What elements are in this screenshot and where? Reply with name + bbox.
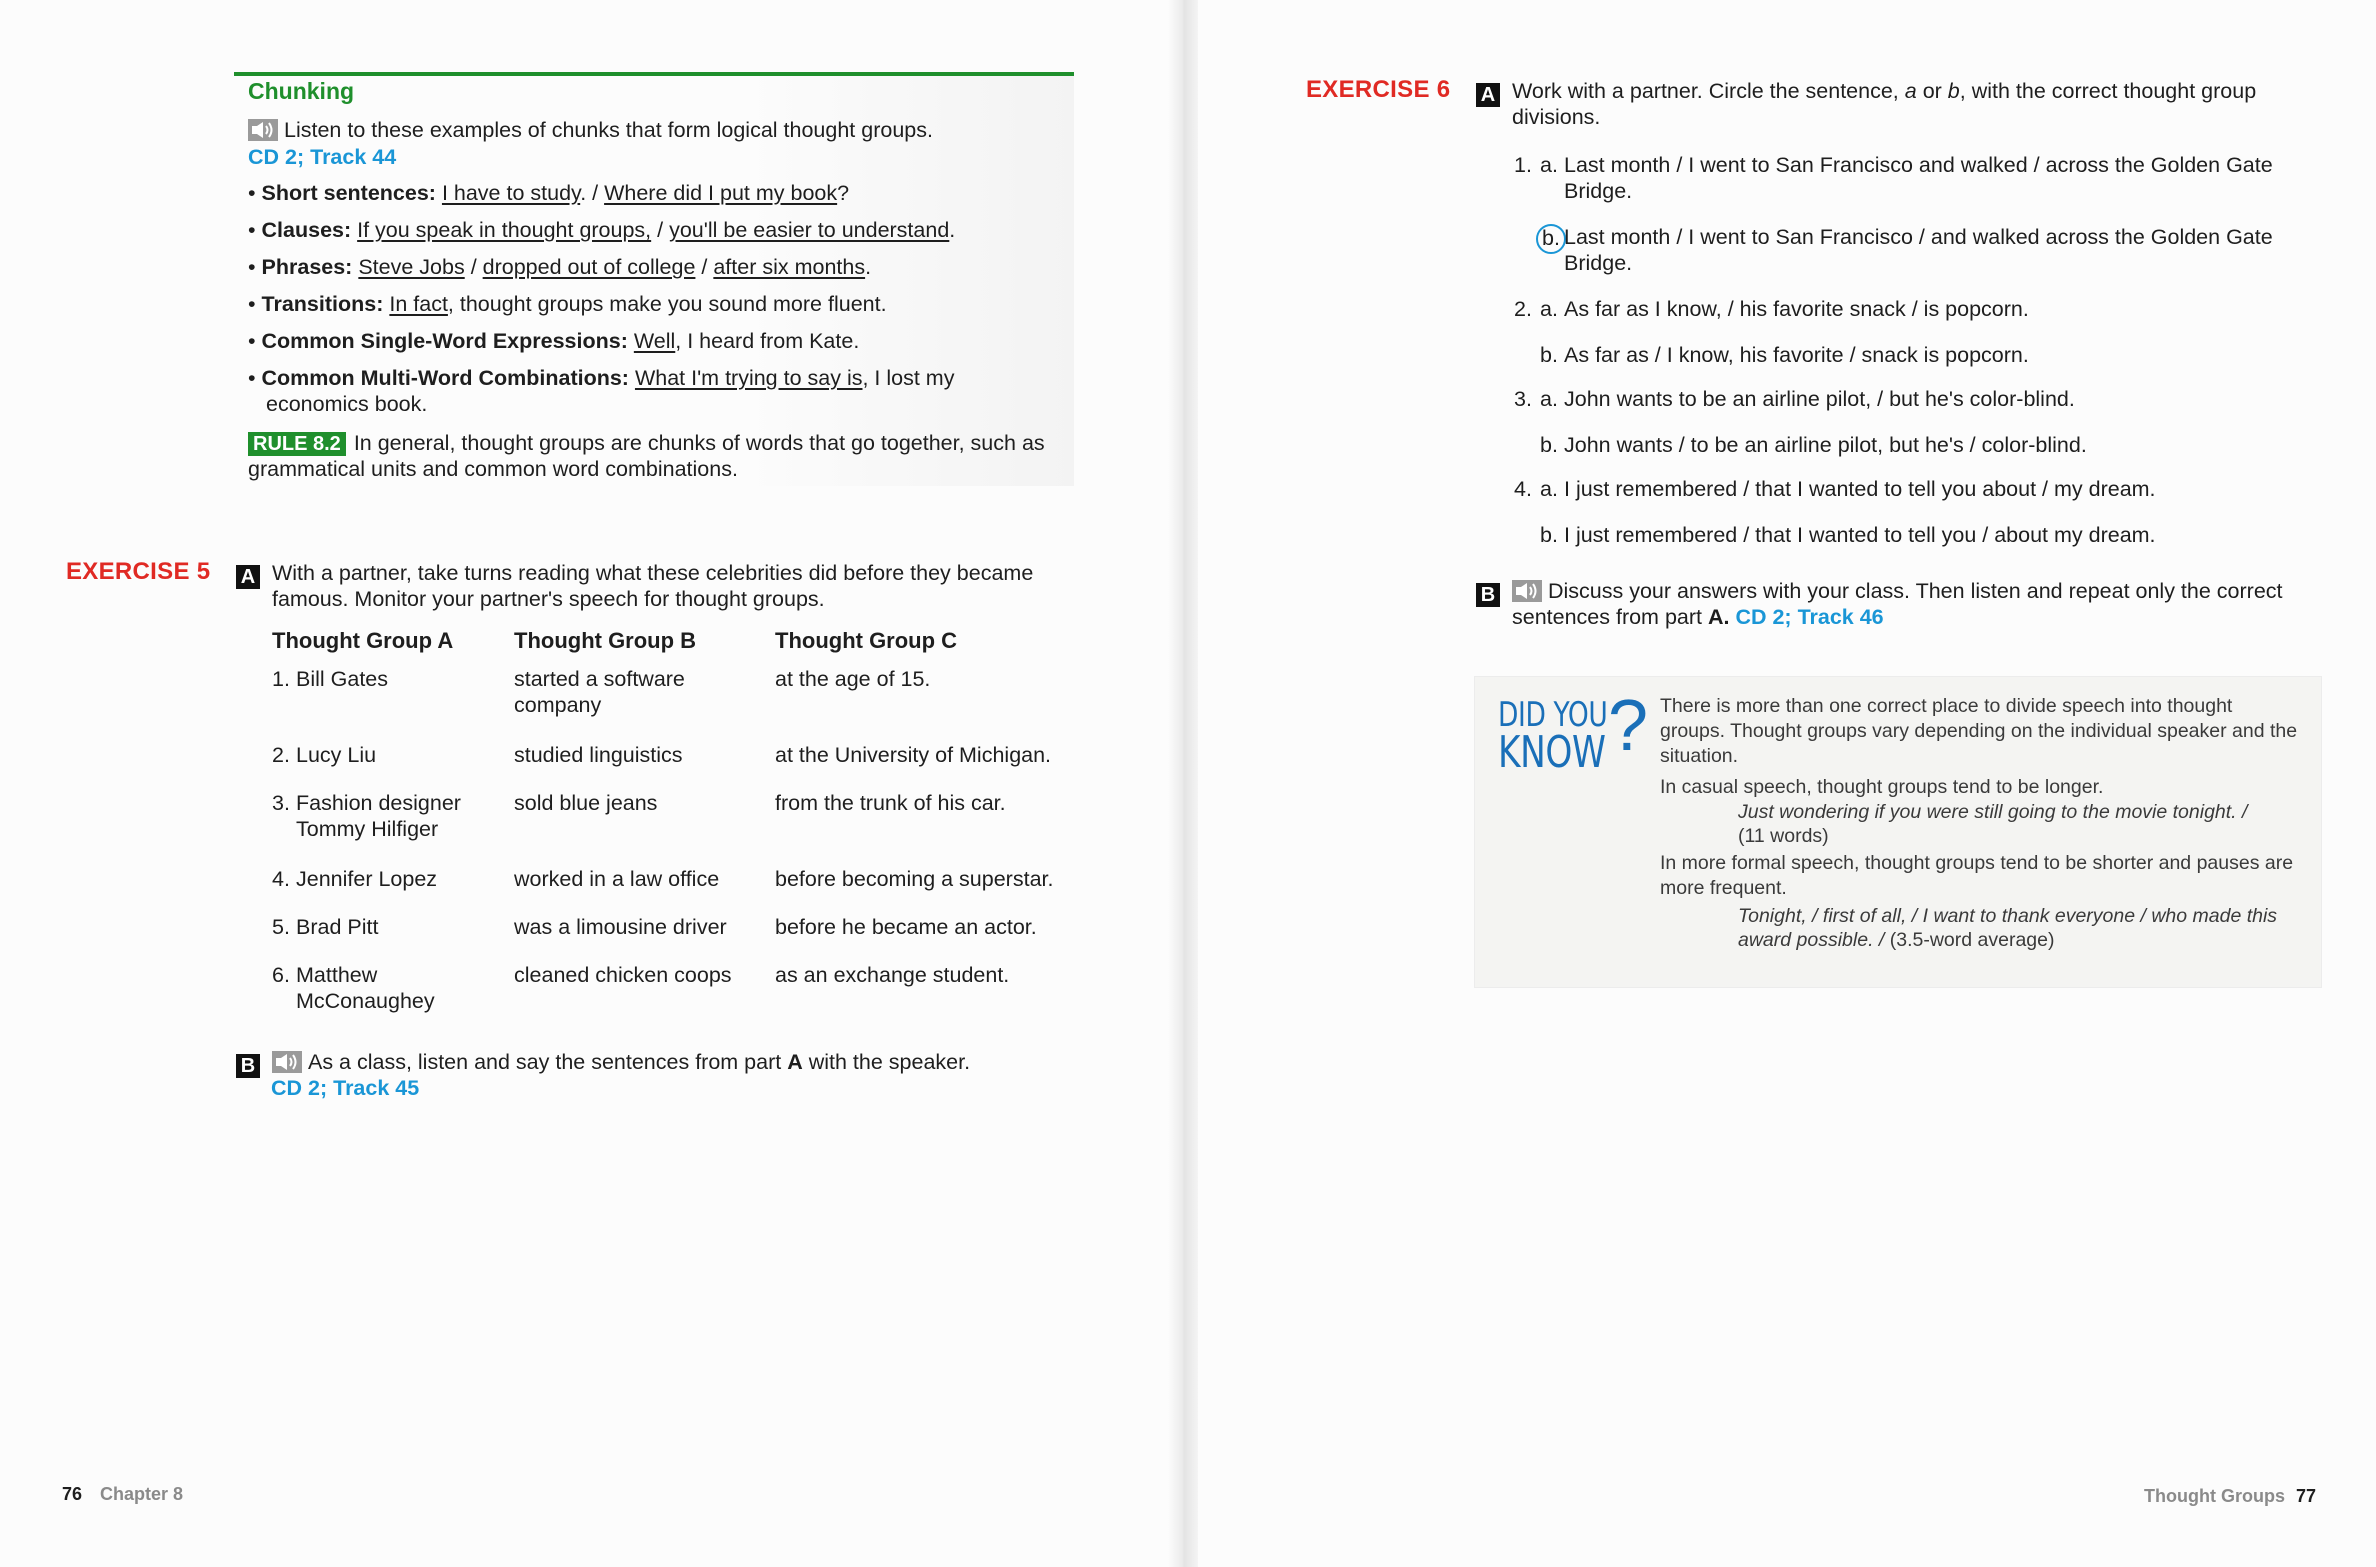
option-text: As far as I know, / his favorite snack / is popcorn. xyxy=(1564,297,2029,321)
cell-group-a: Jennifer Lopez xyxy=(296,867,438,891)
underlined-chunk: In fact xyxy=(389,292,448,316)
option-letter: a. xyxy=(1540,477,1558,501)
option-letter: b. xyxy=(1540,343,1558,367)
dyk-example-1-count: (11 words) xyxy=(1738,825,1829,847)
row-number: 6. xyxy=(272,963,290,987)
item-number: 1. xyxy=(1514,153,1532,177)
chunk-text: / xyxy=(464,255,483,279)
chunking-list xyxy=(248,180,1068,417)
underlined-chunk: Well xyxy=(633,329,676,353)
underlined-chunk: If you speak in thought groups, xyxy=(357,218,652,242)
chunking-title: Chunking xyxy=(248,78,355,104)
exercise-6-part-a xyxy=(1476,78,2306,130)
speaker-icon[interactable] xyxy=(272,1051,302,1073)
dyk-example-2: Tonight, / first of all, / I want to thank everyone / who made this award possible. / (3.5-word average) xyxy=(1738,905,2278,951)
option-text: I just remembered / that I wanted to tell you / about my dream. xyxy=(1564,523,2156,547)
underlined-chunk: after six months xyxy=(713,255,866,279)
header-thought-group-c: Thought Group C xyxy=(775,628,958,653)
row-number: 3. xyxy=(272,791,290,815)
option-a[interactable] xyxy=(1514,152,2314,204)
option-letter: b. xyxy=(1540,433,1558,457)
cell-group-a: Lucy Liu xyxy=(296,743,377,767)
option-text: I just remembered / that I wanted to tell you about / my dream. xyxy=(1564,477,2156,501)
option-letter: b. xyxy=(1540,523,1558,547)
list-item: • Common Single-Word Expressions: Well, I heard from Kate. xyxy=(248,329,860,353)
question-mark-icon: ? xyxy=(1608,686,1649,766)
item-2-body xyxy=(358,255,871,279)
part-a-letter: A xyxy=(1476,83,1500,107)
option-text: John wants to be an airline pilot, / but he's color-blind. xyxy=(1564,387,2075,411)
speaker-icon[interactable] xyxy=(1512,580,1542,602)
option-a[interactable] xyxy=(1514,386,2314,412)
option-letter: a. xyxy=(1540,153,1558,177)
cell-group-b: started a software company xyxy=(514,667,685,717)
row-number: 1. xyxy=(272,667,290,691)
list-item: • Clauses: If you speak in thought groups, / you'll be easier to understand. xyxy=(248,218,956,242)
cell-group-b: sold blue jeans xyxy=(514,791,658,815)
part-b-letter: B xyxy=(236,1054,260,1078)
dyk-paragraph-3: In more formal speech, thought groups tend to be shorter and pauses are more frequent. xyxy=(1660,852,2294,899)
chunking-intro-text: Listen to these examples of chunks that form logical thought groups. xyxy=(284,118,933,142)
did-you-know-line1: DID YOU xyxy=(1498,695,1608,735)
right-page-number: 77 xyxy=(2296,1486,2317,1506)
cell-group-b: studied linguistics xyxy=(514,743,683,767)
rule-badge: RULE 8.2 xyxy=(248,432,346,456)
part-b-text-end: with the speaker. xyxy=(802,1050,971,1074)
header-thought-group-b: Thought Group B xyxy=(514,628,697,653)
dyk-paragraph-2: In casual speech, thought groups tend to be longer. xyxy=(1660,776,2104,798)
answer-circle: b. xyxy=(1536,224,1566,254)
item-number: 2. xyxy=(1514,297,1532,321)
item-number: 4. xyxy=(1514,477,1532,501)
cell-group-c: at the age of 15. xyxy=(775,667,931,691)
part-a-text: With a partner, take turns reading what these celebrities did before they became famous. Monitor your partner's speech for thought groups. xyxy=(271,561,1034,611)
chunk-text: ? xyxy=(837,181,850,205)
chunk-text: / xyxy=(651,218,670,242)
chunking-track-link[interactable]: CD 2; Track 44 xyxy=(248,145,397,169)
cell-group-b: was a limousine driver xyxy=(514,915,727,939)
chunk-text: / xyxy=(695,255,714,279)
dyk-paragraph-1: There is more than one correct place to divide speech into thought groups. Thought groups vary depending on the individual speaker and the situation. xyxy=(1660,695,2298,767)
underlined-chunk: you'll be easier to understand xyxy=(669,218,950,242)
option-letter: a. xyxy=(1540,297,1558,321)
rule-text: In general, thought groups are chunks of words that go together, such as grammatical units and common word combinations. xyxy=(248,431,1045,481)
item-1-body xyxy=(357,218,955,242)
option-b[interactable] xyxy=(1514,224,2314,276)
option-a[interactable] xyxy=(1514,296,2314,322)
dyk-example-1: Just wondering if you were still going to the movie tonight. / xyxy=(1738,801,2248,823)
cell-group-a: Fashion designer Tommy Hilfiger xyxy=(296,791,461,841)
part-a-text: Work with a partner. Circle the sentence, a or b, with the correct thought group divisions. xyxy=(1511,79,2257,129)
cell-group-c: as an exchange student. xyxy=(775,963,1010,987)
option-letter xyxy=(1540,224,1564,254)
part-b-text: As a class, listen and say the sentences from part xyxy=(307,1050,788,1074)
cell-group-b: cleaned chicken coops xyxy=(514,963,732,987)
did-you-know-body xyxy=(1660,694,2300,952)
cell-group-c: from the trunk of his car. xyxy=(775,791,1006,815)
item-3-body xyxy=(389,292,886,316)
cell-group-c: at the University of Michigan. xyxy=(775,743,1052,767)
did-you-know-line2: KNOW xyxy=(1498,727,1606,778)
list-item: • Common Multi-Word Combinations: What I'm trying to say is, I lost my economics book. xyxy=(248,366,955,416)
exercise-5-part-b xyxy=(236,1049,1076,1078)
part-b-letter: B xyxy=(1476,583,1500,607)
row-number: 2. xyxy=(272,743,290,767)
option-letter: a. xyxy=(1540,387,1558,411)
option-text: Last month / I went to San Francisco / and walked across the Golden Gate Bridge. xyxy=(1564,225,2273,275)
option-b[interactable] xyxy=(1514,342,2314,368)
option-b[interactable] xyxy=(1514,432,2314,458)
option-a[interactable] xyxy=(1514,476,2314,502)
chunk-text: , I lost my economics book. xyxy=(266,366,955,416)
row-number: 5. xyxy=(272,915,290,939)
row-number: 4. xyxy=(272,867,290,891)
part-a-letter: A xyxy=(236,565,260,589)
chunk-text: , thought groups make you sound more fluent. xyxy=(447,292,887,316)
part-b-text: Discuss your answers with your class. Then listen and repeat only the correct sentences from part A. CD 2; Track 46 xyxy=(1511,579,2283,629)
option-b[interactable] xyxy=(1514,522,2314,548)
cell-group-c: before becoming a superstar. xyxy=(775,867,1054,891)
cell-group-a: Matthew McConaughey xyxy=(296,963,435,1013)
cell-group-b: worked in a law office xyxy=(514,867,720,891)
cell-group-c: before he became an actor. xyxy=(775,915,1037,939)
chunk-text: . xyxy=(865,255,872,279)
chunk-text: . / xyxy=(580,181,605,205)
book-gutter xyxy=(1168,0,1198,1567)
underlined-chunk: dropped out of college xyxy=(482,255,696,279)
rule-8-2 xyxy=(248,430,1068,482)
item-4-body xyxy=(634,329,859,353)
part-b-bold: A xyxy=(787,1050,803,1074)
underlined-chunk: Steve Jobs xyxy=(358,255,465,279)
right-footer-title: Thought Groups xyxy=(2144,1486,2285,1506)
chunking-intro xyxy=(248,117,1048,143)
exercise-5-label: EXERCISE 5 xyxy=(66,558,211,585)
exercise-5-part-a xyxy=(236,560,1076,612)
exercise-5-track-link[interactable]: CD 2; Track 45 xyxy=(271,1076,420,1100)
speaker-icon[interactable] xyxy=(248,119,278,141)
item-number: 3. xyxy=(1514,387,1532,411)
list-item: • Short sentences: I have to study. / Where did I put my book? xyxy=(248,181,850,205)
underlined-chunk: I have to study xyxy=(441,181,581,205)
chunking-rule-line xyxy=(234,72,1074,76)
list-item: • Phrases: Steve Jobs / dropped out of college / after six months. xyxy=(248,255,872,279)
cell-group-a: Bill Gates xyxy=(296,667,389,691)
cell-group-a: Brad Pitt xyxy=(296,915,379,939)
underlined-chunk: Where did I put my book xyxy=(604,181,838,205)
option-text: John wants / to be an airline pilot, but he's / color-blind. xyxy=(1564,433,2087,457)
option-text: As far as / I know, his favorite / snack is popcorn. xyxy=(1564,343,2029,367)
underlined-chunk: What I'm trying to say is xyxy=(634,366,863,390)
left-page-number: 76 xyxy=(62,1484,83,1504)
option-text: Last month / I went to San Francisco and walked / across the Golden Gate Bridge. xyxy=(1564,153,2273,203)
exercise-6-part-b xyxy=(1476,578,2306,630)
chunk-text: , I heard from Kate. xyxy=(675,329,860,353)
exercise-6-track-link[interactable]: CD 2; Track 46 xyxy=(1735,605,1884,629)
item-0-body xyxy=(442,181,849,205)
list-item: • Transitions: In fact, thought groups make you sound more fluent. xyxy=(248,292,887,316)
exercise-6-label: EXERCISE 6 xyxy=(1306,76,1451,103)
left-footer-chapter: Chapter 8 xyxy=(100,1484,184,1504)
header-thought-group-a: Thought Group A xyxy=(272,628,454,653)
chunk-text: . xyxy=(949,218,956,242)
